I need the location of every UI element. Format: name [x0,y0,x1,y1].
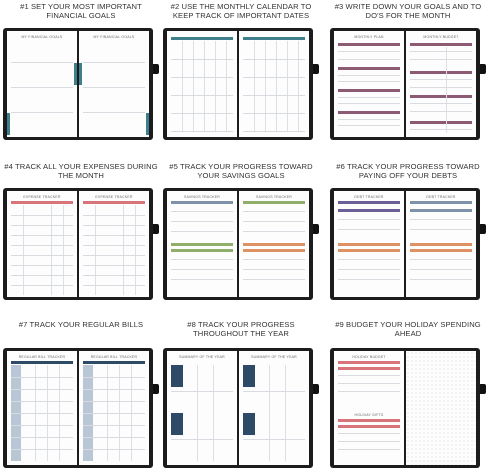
left-page [334,351,404,465]
page-title: SAVINGS TRACKER [184,195,220,199]
right-page [239,351,309,465]
caption: #1 SET YOUR MOST IMPORTANT FINANCIAL GOALS [20,2,142,20]
page-title: SUMMARY OF THE YEAR [179,355,225,359]
page-title: SAVINGS TRACKER [256,195,292,199]
caption: #8 TRACK YOUR PROGRESS THROUGHOUT THE YEAR [187,320,295,338]
left-page [167,31,237,137]
section-title: HOLIDAY GIFTS [354,413,384,417]
caption: #6 TRACK YOUR PROGRESS TOWARD PAYING OFF YOUR DEBTS [336,162,480,180]
right-page [406,351,476,465]
summary-box [171,413,183,435]
page-title: DEBT TRACKER [354,195,384,199]
cell-2 [163,0,319,157]
right-page [239,31,309,137]
caption: #4 TRACK ALL YOUR EXPENSES DURING THE MONTH [4,162,158,180]
elastic-band [313,64,319,74]
planner-spread [163,348,313,468]
page-title: MONTHLY PLAN [354,35,384,39]
page-title: MONTHLY BUDGET [423,35,459,39]
right-page [79,191,149,297]
left-page [167,351,237,465]
elastic-band [153,64,159,74]
planner-spread [330,28,480,140]
elastic-band [313,384,319,394]
cell-9 [330,318,486,475]
cell-4 [3,160,159,317]
right-page [239,191,309,297]
planner-spread [163,28,313,140]
caption: #9 BUDGET YOUR HOLIDAY SPENDING AHEAD [335,320,481,338]
cell-1 [3,0,159,157]
page-title: EXPENSE TRACKER [95,195,133,199]
page-title: REGULAR BILL TRACKER [18,355,66,359]
cell-8 [163,318,319,475]
caption: #3 WRITE DOWN YOUR GOALS AND TO DO'S FOR THE MONTH [334,2,482,20]
page-title: EXPENSE TRACKER [23,195,61,199]
left-page [7,31,77,137]
right-page [79,351,149,465]
summary-box [243,365,255,387]
elastic-band [153,224,159,234]
elastic-band [153,384,159,394]
planner-spread [3,28,153,140]
planner-spread [3,348,153,468]
summary-box [171,365,183,387]
right-page [406,191,476,297]
page-title: MY FINANCIAL GOALS [93,35,135,39]
right-page [406,31,476,137]
page-title: MY FINANCIAL GOALS [21,35,63,39]
planner-spread [3,188,153,300]
goal-tab [7,113,10,135]
left-page [7,351,77,465]
page-title: DEBT TRACKER [426,195,456,199]
caption: #5 TRACK YOUR PROGRESS TOWARD YOUR SAVINGS GOALS [169,162,313,180]
planner-spread [330,348,480,468]
cell-6 [330,160,486,317]
planner-spread [163,188,313,300]
page-title: SUMMARY OF THE YEAR [251,355,297,359]
cell-7 [3,318,159,475]
goal-tab [146,113,149,135]
goal-tab [74,63,77,85]
left-page [334,31,404,137]
caption: #7 TRACK YOUR REGULAR BILLS [18,320,144,329]
cell-3 [330,0,486,157]
page-title: REGULAR BILL TRACKER [90,355,138,359]
left-page [167,191,237,297]
cell-5 [163,160,319,317]
goal-tab [79,63,82,85]
elastic-band [480,224,486,234]
left-page [7,191,77,297]
caption: #2 USE THE MONTHLY CALENDAR TO KEEP TRACK OF IMPORTANT DATES [170,2,312,20]
elastic-band [480,64,486,74]
page-title: HOLIDAY BUDGET [352,355,386,359]
summary-box [243,413,255,435]
planner-spread [330,188,480,300]
left-page [334,191,404,297]
right-page [79,31,149,137]
elastic-band [480,384,486,394]
elastic-band [313,224,319,234]
